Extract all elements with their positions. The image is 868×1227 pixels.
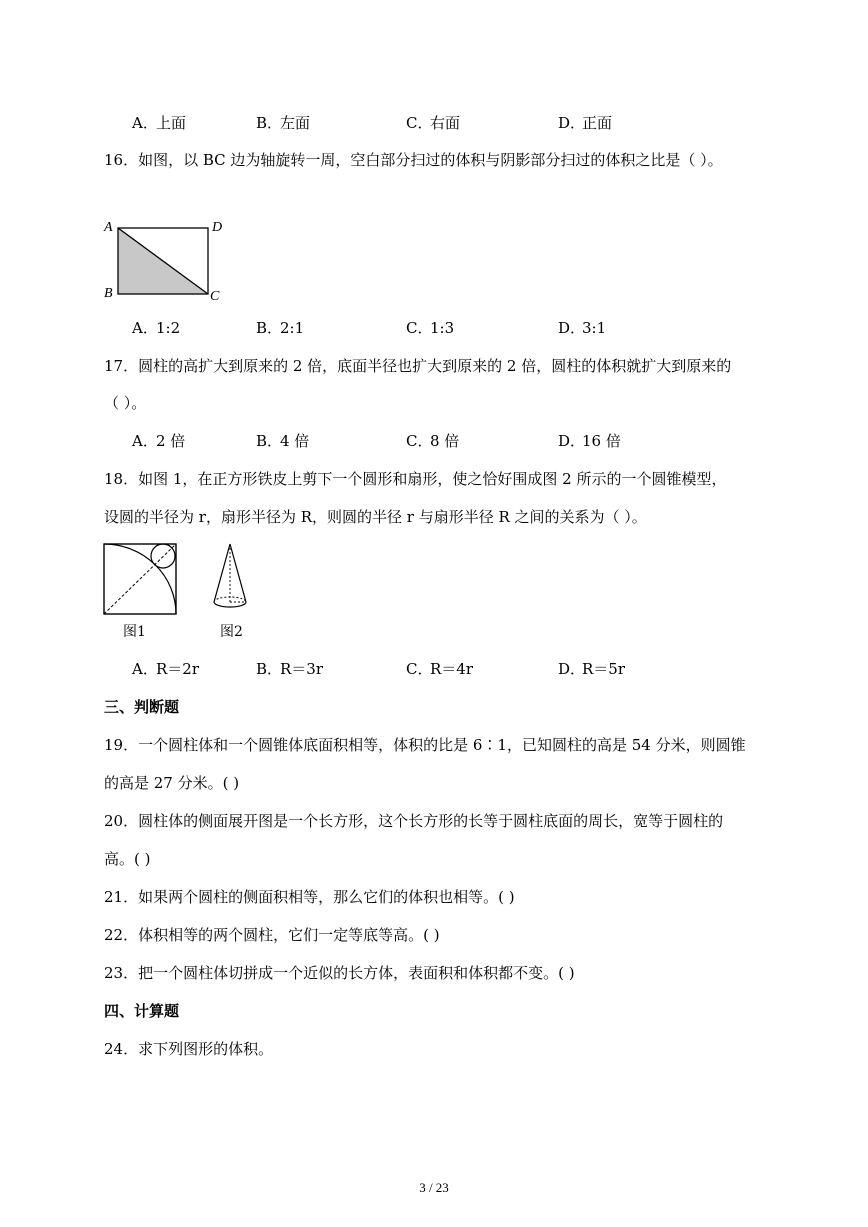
label-a: A [104,220,113,235]
q24-text: 24．求下列图形的体积。 [104,1040,274,1058]
label-b: B [104,286,113,301]
q18-stem-line1: 18．如图 1，在正方形铁皮上剪下一个圆形和扇形，使之恰好围成图 2 所示的一个圆锥模型， [104,470,727,488]
section-4-heading: 四、计算题 [104,1002,180,1020]
square-sector-circle-diagram [102,542,180,616]
q15-option-a: A．上面 [132,114,187,132]
cone-diagram [210,542,250,614]
q16-option-b: B．2:1 [256,319,305,337]
q20-line1: 20．圆柱体的侧面展开图是一个长方形，这个长方形的长等于圆柱底面的周长，宽等于圆柱的 [104,812,724,830]
q18-fig1-caption: 图1 [123,624,146,640]
q19-line2: 的高是 27 分米。( ) [104,774,240,792]
q18-option-d: D．R＝5r [558,660,626,678]
section-3-heading: 三、判断题 [104,698,180,716]
q18-figure-2 [210,542,250,614]
q16-figure [96,216,236,312]
q17-option-d: D．16 倍 [558,432,621,450]
q16-stem: 16．如图，以 BC 边为轴旋转一周，空白部分扫过的体积与阴影部分扫过的体积之比是（ ）。 [104,151,723,169]
q20-line2: 高。( ) [104,850,151,868]
q15-option-b: B．左面 [256,114,311,132]
q17-option-a: A．2 倍 [132,432,186,450]
q18-option-b: B．R＝3r [256,660,324,678]
page-number: 3 / 23 [419,1180,449,1195]
q17-option-c: C．8 倍 [406,432,460,450]
q21-text: 21．如果两个圆柱的侧面积相等，那么它们的体积也相等。( ) [104,888,515,906]
q15-option-d: D．正面 [558,114,613,132]
cone-left-edge [214,544,230,602]
q17-stem-line2: （ ）。 [104,394,147,412]
cone-base-front [214,602,246,607]
q16-option-c: C．1:3 [406,319,455,337]
q17-option-b: B．4 倍 [256,432,310,450]
label-c: C [210,289,220,304]
q16-option-d: D．3:1 [558,319,607,337]
q18-option-c: C．R＝4r [406,660,474,678]
q17-stem-line1: 17．圆柱的高扩大到原来的 2 倍，底面半径也扩大到原来的 2 倍，圆柱的体积就扩大到原来的 [104,357,732,375]
q18-figure-1 [102,542,180,616]
cone-right-edge [230,544,246,602]
q23-text: 23．把一个圆柱体切拼成一个近似的长方体，表面积和体积都不变。( ) [104,964,575,982]
q22-text: 22．体积相等的两个圆柱，它们一定等底等高。( ) [104,926,440,944]
q16-option-a: A．1:2 [132,319,181,337]
q15-option-c: C．右面 [406,114,461,132]
q18-option-a: A．R＝2r [132,660,200,678]
q18-fig2-caption: 图2 [220,624,243,640]
q18-stem-line2: 设圆的半径为 r，扇形半径为 R，则圆的半径 r 与扇形半径 R 之间的关系为（ ）。 [104,508,647,526]
dashed-diagonal [104,544,176,614]
q19-line1: 19．一个圆柱体和一个圆锥体底面积相等，体积的比是 6∶1，已知圆柱的高是 54 分米，则圆锥 [104,736,746,754]
label-d: D [212,220,223,235]
